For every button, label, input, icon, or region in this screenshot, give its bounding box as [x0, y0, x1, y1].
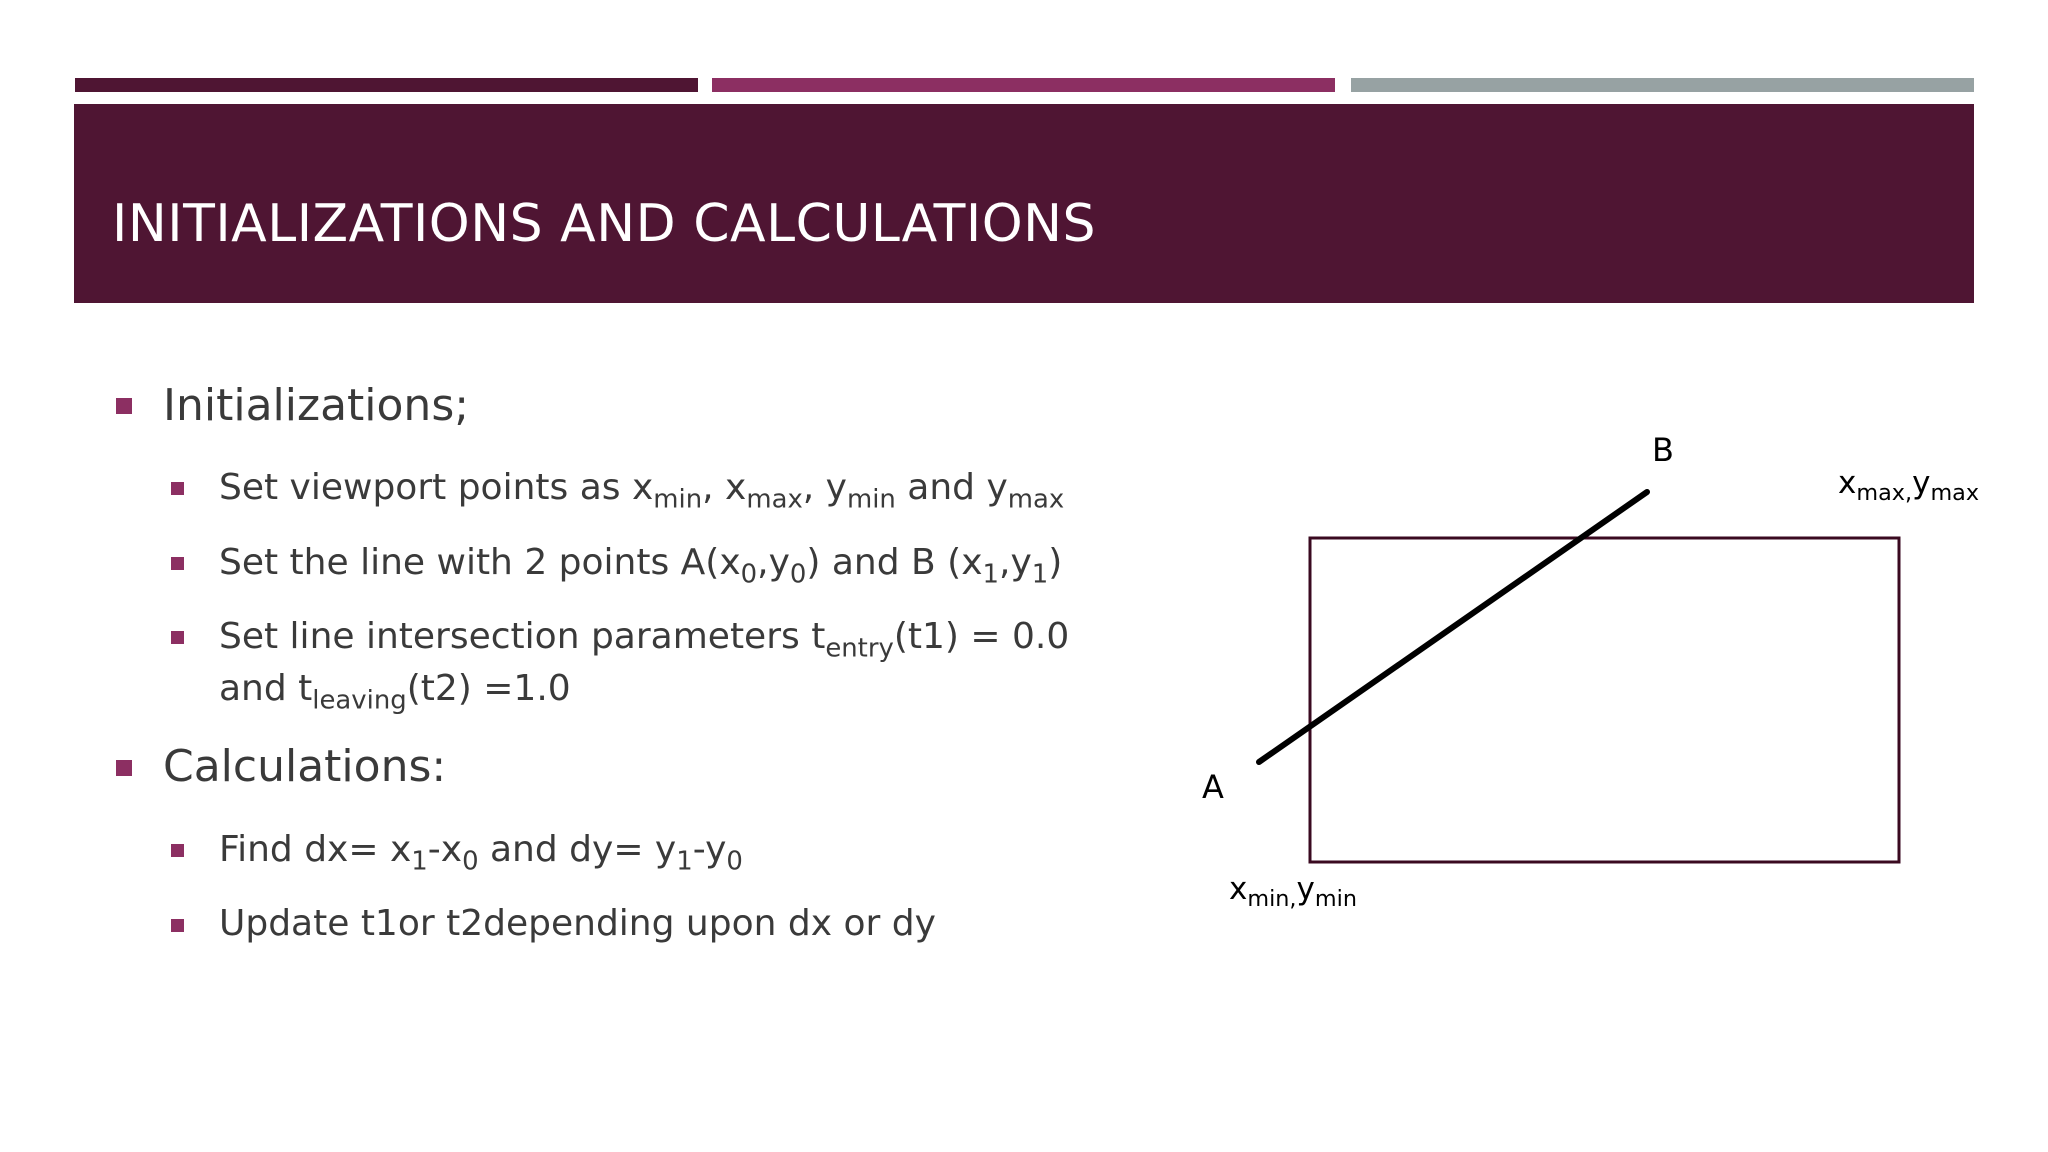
- bullet-square-icon: [171, 844, 184, 857]
- bullet-square-icon: [171, 557, 184, 570]
- point-b-label: B: [1652, 431, 1674, 469]
- min-corner-label: $x_{min,}y_{min}$: [1229, 871, 1357, 913]
- bullet-find-dx-dy: Find $dx= x_1-x_0$ and $dy= y_1-y_0$: [219, 829, 743, 877]
- bullet-intersection-params-line1: Set line intersection parameters $t_{entry}(t1) = 0.0$: [219, 616, 1070, 664]
- accent-bar-gray: [1351, 78, 1974, 92]
- bullet-intersection-params-line2: and $t_{leaving}(t2) =1.0$: [219, 668, 571, 716]
- bullet-line-points: Set the line with 2 points $A(x_0,y_0)$ and B $(x_1,y_1)$: [219, 542, 1063, 590]
- calculations-heading: Calculations:: [163, 741, 447, 792]
- slide-title: INITIALIZATIONS AND CALCULATIONS: [112, 194, 1097, 254]
- max-corner-label: $x_{max,}y_{max}$: [1838, 465, 1980, 507]
- bullet-square-icon: [171, 919, 184, 932]
- bullet-viewport-points: Set viewport points as $x_{min}$, $x_{max}$, $y_{min}$ and $y_{max}$: [219, 467, 1065, 515]
- bullet-square-icon: [171, 631, 184, 644]
- initializations-heading: Initializations;: [163, 380, 470, 431]
- bullet-square-icon: [171, 482, 184, 495]
- viewport-rectangle: [1310, 538, 1899, 862]
- bullet-square-icon: [116, 398, 132, 414]
- line-segment-ab: [1259, 492, 1647, 762]
- bullet-update-t1-t2: Update t1or t2depending upon dx or dy: [219, 903, 936, 944]
- bullet-square-icon: [116, 760, 132, 776]
- point-a-label: A: [1202, 768, 1224, 806]
